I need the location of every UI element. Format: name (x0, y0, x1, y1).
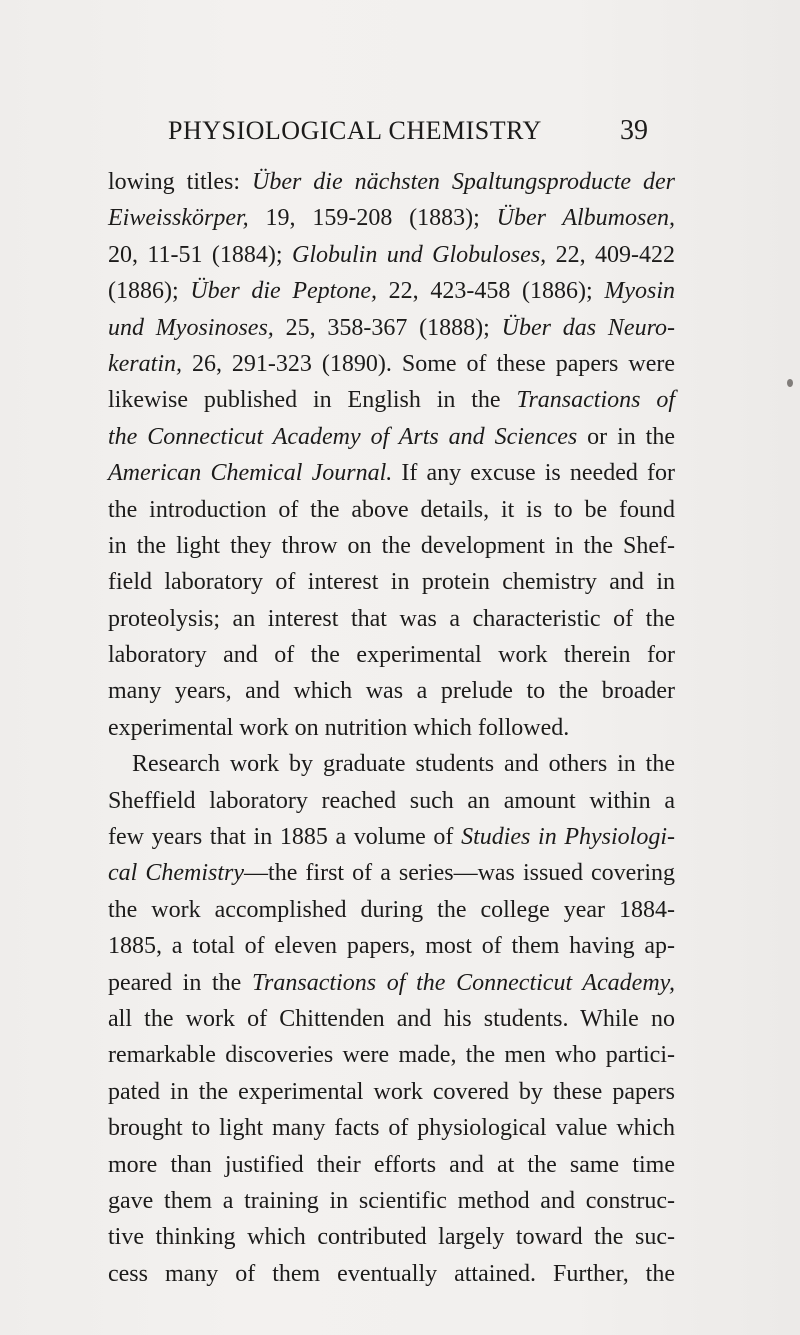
body-text (108, 164, 675, 1292)
text-segment: If any excuse is needed for (392, 460, 675, 487)
text-segment: few years that in 1885 a volume of (108, 824, 462, 851)
text-segment: experimental work on nutrition which followed. (108, 714, 570, 741)
text-line (108, 601, 675, 637)
text-segment: cess many of them eventually attained. Further, the (108, 1260, 675, 1287)
text-line (108, 237, 675, 273)
italic-text-segment: keratin, (108, 350, 182, 377)
italic-text-segment: Über die nächsten Spaltungsproducte der (251, 169, 675, 195)
text-line (108, 1074, 675, 1110)
text-line (108, 1256, 675, 1292)
text-segment: 19, 159-208 (1883); (248, 205, 497, 232)
text-segment: all the work of Chittenden and his students. While no (108, 1005, 675, 1032)
text-line (108, 855, 675, 891)
text-segment: brought to light many facts of physiological value which (108, 1115, 675, 1142)
text-segment: 22, 423-458 (1886); (376, 278, 605, 305)
text-line (108, 455, 675, 491)
text-line (108, 564, 675, 600)
text-line (108, 928, 675, 964)
text-segment: 26, 291-323 (1890). Some of these papers were (181, 350, 675, 377)
text-segment: 1885, a total of eleven papers, most of them having ap- (108, 933, 675, 960)
text-line (108, 1037, 675, 1073)
text-segment: —the first of a series—was issued covering (244, 860, 675, 887)
text-line (108, 637, 675, 673)
text-line (108, 783, 675, 819)
running-head: PHYSIOLOGICAL CHEMISTRY (168, 116, 542, 145)
text-segment: tive thinking which contributed largely toward the suc- (108, 1224, 675, 1251)
italic-text-segment: Globulin und Globuloses, (292, 241, 547, 268)
italic-text-segment: Eiweisskörper, (108, 205, 249, 232)
text-line (108, 892, 675, 928)
text-line (108, 310, 675, 346)
text-segment: the introduction of the above details, it is to be found (108, 496, 675, 523)
page-header (168, 113, 648, 149)
text-line (108, 273, 675, 309)
text-segment: more than justified their efforts and at the same time (108, 1151, 675, 1178)
text-line (108, 492, 675, 528)
italic-text-segment: und Myosinoses, (108, 314, 274, 341)
text-line (108, 382, 675, 418)
text-line (108, 673, 675, 709)
text-line (108, 1219, 675, 1255)
italic-text-segment: American Chemical Journal. (108, 460, 393, 487)
italic-text-segment: Myosin (604, 278, 675, 305)
text-segment: Research work by graduate students and others in the (132, 751, 675, 778)
text-line (108, 1183, 675, 1219)
text-line (108, 164, 675, 200)
text-segment: laboratory and of the experimental work therein for (108, 642, 675, 669)
text-segment: proteolysis; an interest that was a characteristic of the (108, 605, 675, 632)
italic-text-segment: Über das Neuro- (501, 314, 676, 341)
italic-text-segment: the Connecticut Academy of Arts and Sciences (108, 423, 578, 450)
text-segment: field laboratory of interest in protein chemistry and in (108, 569, 675, 596)
text-segment: 22, 409-422 (546, 241, 675, 268)
page-number: 39 (620, 115, 648, 146)
text-line (108, 965, 675, 1001)
text-segment: peared in the (108, 969, 253, 996)
italic-text-segment: Über die Peptone, (190, 278, 377, 305)
text-segment: pated in the experimental work covered by these papers (108, 1078, 675, 1105)
text-segment: likewise published in English in the (108, 387, 517, 414)
text-segment: (1886); (108, 278, 191, 305)
text-line (108, 528, 675, 564)
italic-text-segment: Transactions of (516, 387, 675, 414)
ink-smudge (787, 379, 793, 387)
text-line (108, 1147, 675, 1183)
text-segment: or in the (577, 423, 675, 450)
italic-text-segment: Studies in Physiologi- (461, 824, 675, 851)
text-line (108, 1110, 675, 1146)
text-segment: in the light they throw on the development in the Shef- (108, 532, 675, 559)
text-segment: 20, 11-51 (1884); (108, 241, 292, 268)
text-line (108, 1001, 675, 1037)
italic-text-segment: Über Albumosen, (496, 205, 675, 232)
text-line (108, 346, 675, 382)
text-line (108, 746, 675, 782)
text-segment: lowing titles: (108, 169, 252, 195)
text-segment: gave them a training in scientific method and construc- (108, 1187, 675, 1214)
italic-text-segment: cal Chemistry (108, 860, 245, 887)
text-segment: 25, 358-367 (1888); (273, 314, 502, 341)
italic-text-segment: Transactions of the Connecticut Academy, (252, 969, 675, 996)
text-line (108, 200, 675, 236)
text-segment: remarkable discoveries were made, the men who partici- (108, 1042, 675, 1069)
text-segment: many years, and which was a prelude to the broader (108, 678, 675, 705)
text-segment: the work accomplished during the college year 1884- (108, 896, 675, 923)
text-segment: Sheffield laboratory reached such an amount within a (108, 787, 675, 814)
text-line (108, 819, 675, 855)
text-line (108, 710, 675, 746)
text-line (108, 419, 675, 455)
